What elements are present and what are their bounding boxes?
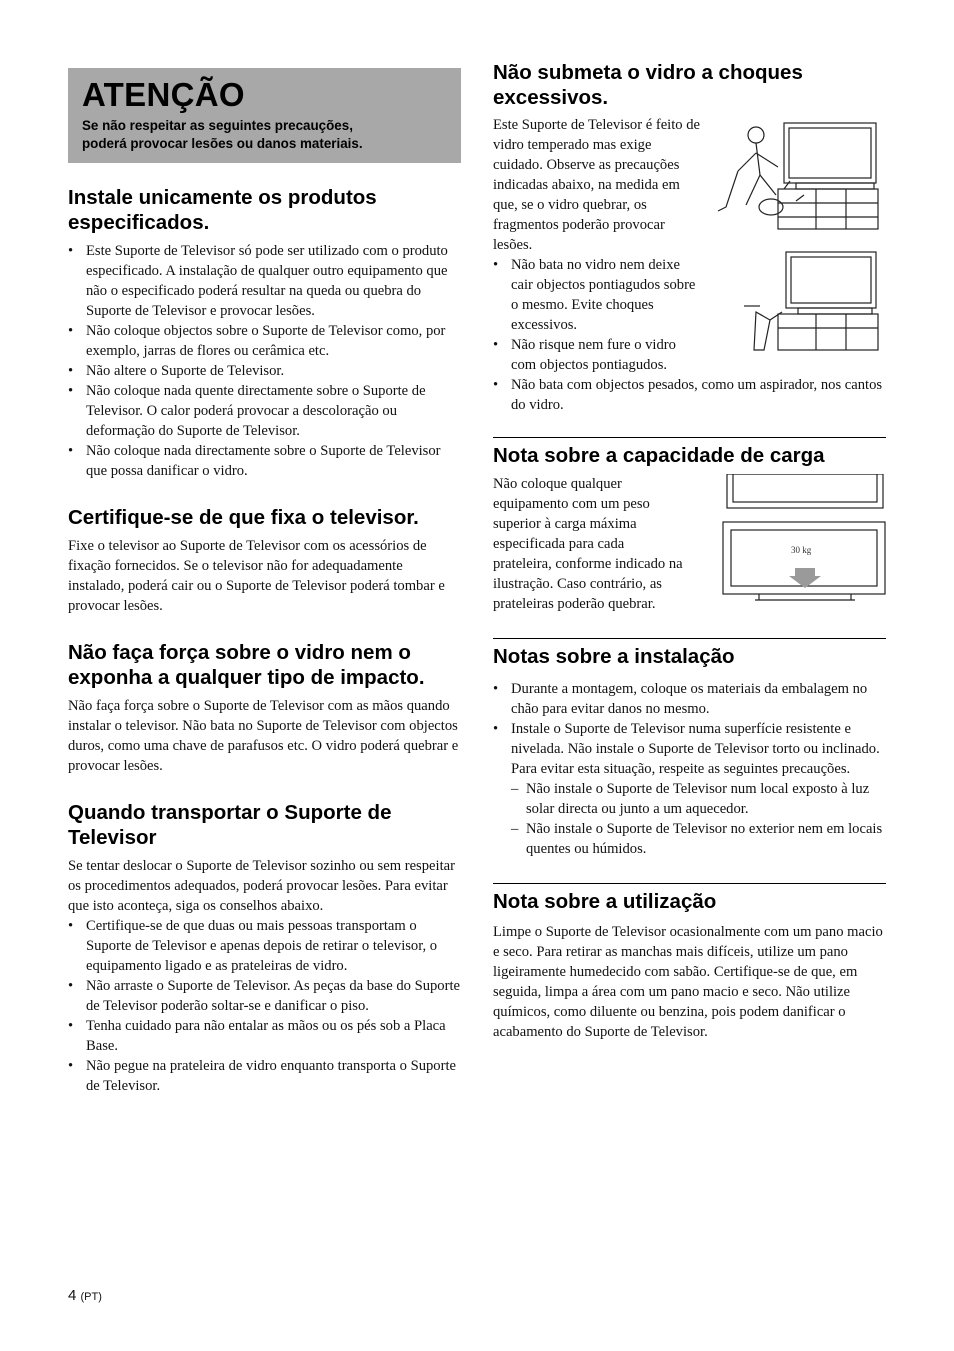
- dash-list: [493, 779, 886, 859]
- glass-warning-illustrations: [716, 115, 886, 375]
- warning-banner: [68, 68, 461, 163]
- section-heading: Certifique-se de que fixa o televisor.: [68, 506, 419, 529]
- section-glass-force: [68, 640, 461, 776]
- list-item: • Tenha cuidado para não entalar as mãos ou os pés sob a Placa Base.: [68, 1016, 461, 1056]
- list-item: • Não risque nem fure o vidro com objectos pontiagudos.: [493, 335, 703, 375]
- list-item: • Não pegue na prateleira de vidro enquanto transporta o Suporte de Televisor.: [68, 1056, 461, 1096]
- bullet-list: [493, 679, 886, 779]
- bullet-list: [68, 916, 461, 1096]
- vacuum-cleaner-illustration: [716, 115, 886, 235]
- banner-title: ATENÇÃO: [82, 76, 245, 113]
- section-heading: Não submeta o vidro a choques excessivos.: [493, 61, 803, 109]
- tv-stand-diagram: [721, 474, 886, 604]
- section-load-capacity: [493, 437, 886, 614]
- list-item: • Não altere o Suporte de Televisor.: [68, 361, 461, 381]
- section-specified-products: [68, 185, 461, 481]
- paragraph: Não coloque qualquer equipamento com um peso superior à carga máxima especificada para cada prateleira, conforme indicado na ilustração. Caso contrário, as prateleiras poderão quebrar.: [493, 476, 683, 612]
- section-heading: Nota sobre a utilização: [493, 883, 886, 914]
- sharp-object-illustration: [716, 246, 886, 356]
- section-heading: Nota sobre a capacidade de carga: [493, 437, 886, 468]
- section-transport: [68, 800, 461, 1096]
- section-glass-shock: [493, 60, 886, 415]
- list-item: – Não instale o Suporte de Televisor no exterior nem em locais quentes ou húmidos.: [493, 819, 886, 859]
- list-item: • Durante a montagem, coloque os materiais da embalagem no chão para evitar danos no mesmo.: [493, 679, 886, 719]
- section-fix-tv: [68, 505, 461, 616]
- list-item: – Não instale o Suporte de Televisor num local exposto à luz solar directa ou junto a um aquecedor.: [493, 779, 886, 819]
- paragraph: Fixe o televisor ao Suporte de Televisor com os acessórios de fixação fornecidos. Se o televisor não for adequadamente instalado, poderá cair ou o Suporte de Televisor poderá tombar e provocar lesões.: [68, 538, 445, 614]
- section-heading: Quando transportar o Suporte de Televisor: [68, 801, 392, 849]
- section-heading: Não faça força sobre o vidro nem o exponha a qualquer tipo de impacto.: [68, 641, 425, 689]
- section-installation-notes: [493, 638, 886, 859]
- left-column: [68, 60, 461, 1096]
- list-item: • Não bata com objectos pesados, como um aspirador, nos cantos do vidro.: [493, 375, 886, 415]
- paragraph: Não faça força sobre o Suporte de Televisor com as mãos quando instalar o televisor. Não bata no Suporte de Televisor com objectos duros, como uma chave de parafusos etc. O vidro poderá quebrar e provocar lesões.: [68, 698, 459, 774]
- list-item: • Não arraste o Suporte de Televisor. As peças da base do Suporte de Televisor poderão soltar-se e danificar o piso.: [68, 976, 461, 1016]
- page-number: 4 (PT): [68, 1287, 102, 1304]
- list-item: • Instale o Suporte de Televisor numa superfície resistente e nivelada. Não instale o Suporte de Televisor torto ou inclinado. Para evitar esta situação, respeite as seguintes precauções.: [493, 719, 886, 779]
- list-item: • Não coloque nada directamente sobre o Suporte de Televisor que possa danificar o vidro.: [68, 441, 461, 481]
- bullet-list: [493, 255, 703, 375]
- banner-subtitle: Se não respeitar as seguintes precauções, poderá provocar lesões ou danos materiais.: [82, 118, 363, 151]
- list-item: • Não coloque objectos sobre o Suporte de Televisor como, por exemplo, jarras de flores ou cerâmica etc.: [68, 321, 461, 361]
- paragraph: Este Suporte de Televisor é feito de vidro temperado mas exige cuidado. Observe as precauções indicadas abaixo, na medida em que, se o vidro quebrar, os fragmentos poderão provocar lesões.: [493, 117, 701, 253]
- load-label: 30 kg: [791, 545, 812, 555]
- right-column: [493, 60, 886, 1042]
- list-item: • Não bata no vidro nem deixe cair objectos pontiagudos sobre o mesmo. Evite choques excessivos.: [493, 255, 703, 335]
- section-heading: Notas sobre a instalação: [493, 638, 886, 669]
- paragraph: Se tentar deslocar o Suporte de Televisor sozinho ou sem respeitar os procedimentos adequados, poderá provocar lesões. Para evitar que isto aconteça, siga os conselhos abaixo.: [68, 858, 455, 914]
- section-usage-note: [493, 883, 886, 1042]
- bullet-list: [68, 241, 461, 481]
- paragraph: Limpe o Suporte de Televisor ocasionalmente com um pano macio e seco. Para retirar as manchas mais difíceis, utilize um pano ligeiramente humedecido com sabão. Certifique-se de que, em seguida, limpa a área com um pano macio e seco. Não utilize químicos, como diluente ou benzina, pois podem danificar o acabamento do Suporte de Televisor.: [493, 924, 883, 1040]
- list-item: • Certifique-se de que duas ou mais pessoas transportam o Suporte de Televisor e apenas depois de retirar o televisor, o equipamento ligado e as prateleiras de vidro.: [68, 916, 461, 976]
- list-item: • Este Suporte de Televisor só pode ser utilizado com o produto especificado. A instalação de qualquer outro equipamento que não o especificado poderá resultar na queda ou quebra do Suporte de Televisor e provocar lesões.: [68, 241, 461, 321]
- section-heading: Instale unicamente os produtos especificados.: [68, 186, 377, 234]
- load-capacity-illustration: [721, 474, 886, 614]
- bullet-list: [493, 375, 886, 415]
- list-item: • Não coloque nada quente directamente sobre o Suporte de Televisor. O calor poderá provocar a descoloração ou deformação do Suporte de Televisor.: [68, 381, 461, 441]
